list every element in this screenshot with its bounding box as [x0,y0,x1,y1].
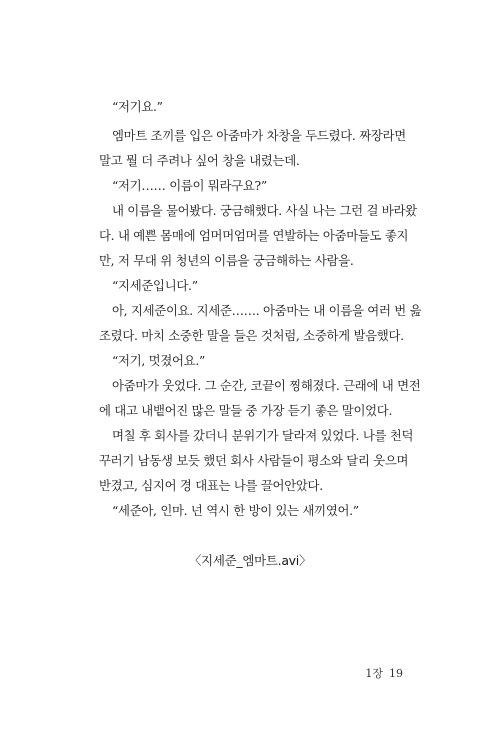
page-number: 19 [389,667,403,680]
paragraph-line: 조렸다. 마치 소중한 말을 들은 것처럼, 소중하게 발음했다. [99,328,404,343]
paragraph-line: 엠마트 조끼를 입은 아줌마가 차창을 두드렸다. 짜장라면 [112,128,406,143]
paragraph-line: 내 이름을 물어봤다. 궁금해했다. 사실 나는 그런 걸 바라왔 [112,203,417,218]
chapter-label: 1장 [365,667,383,680]
paragraph-line: “세준아, 인마. 넌 역시 한 방이 있는 새끼였어.” [112,503,359,518]
paragraph-line: “저기요.” [112,99,163,114]
scene-caption: 〈지세준_엠마트.avi〉 [188,553,312,568]
paragraph-line: 아, 지세준이요. 지세준……. 아줌마는 내 이름을 여러 번 읊 [112,303,422,318]
paragraph-line: 며칠 후 회사를 갔더니 분위기가 달라져 있었다. 나를 천덕 [112,428,414,443]
paragraph-line: 꾸러기 남동생 보듯 했던 회사 사람들이 평소와 달리 웃으며 [99,453,409,468]
paragraph-line: 반겼고, 심지어 경 대표는 나를 끌어안았다. [99,478,323,493]
page-footer [365,665,403,681]
paragraph-line: 말고 뭘 더 주려나 싶어 창을 내렸는데. [99,153,300,168]
paragraph-line: “지세준입니다.” [112,278,198,293]
paragraph-line: 만, 저 무대 위 청년의 이름을 궁금해하는 사람을. [99,253,354,268]
paragraph-line: 에 대고 내뱉어진 많은 말들 중 가장 듣기 좋은 말이었다. [99,403,393,418]
paragraph-line: 아줌마가 웃었다. 그 순간, 코끝이 찡해졌다. 근래에 내 면전 [112,378,421,393]
paragraph-line: 다. 내 예쁜 몸매에 엄머머엄머를 연발하는 아줌마들도 좋지 [99,228,409,243]
paragraph-line: “저기, 멋졌어요.” [112,353,206,368]
paragraph-line: “저기…… 이름이 뭐라구요?” [112,178,267,193]
